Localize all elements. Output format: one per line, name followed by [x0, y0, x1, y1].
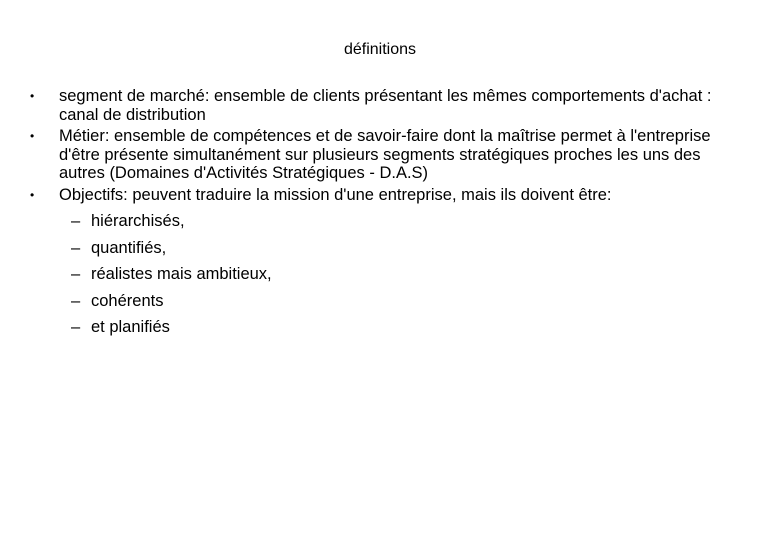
sub-item [59, 314, 730, 341]
sub-item-text: et planifiés [91, 318, 170, 336]
bullet-text: Métier: ensemble de compétences et de savoir-faire dont la maîtrise permet à l'entreprise d'être présente simultanément sur plusieurs segments stratégiques proches les uns des autres (Domaines d'Activités Stratégiques - D.A.S) [59, 127, 711, 182]
sub-item-text: hiérarchisés, [91, 212, 185, 230]
slide-title: définitions [343, 41, 417, 58]
bullet-segment-de-marche [30, 87, 730, 124]
dash-marker: – [71, 238, 81, 257]
sub-item [59, 261, 730, 288]
sub-item-text: cohérents [91, 291, 164, 310]
bullet-metier [30, 127, 730, 183]
sub-item [59, 288, 730, 315]
bullet-marker: • [30, 89, 35, 103]
sub-item [59, 235, 730, 262]
bullet-marker: • [30, 129, 35, 143]
definition-list [30, 87, 730, 344]
sub-item-text: quantifiés, [91, 238, 167, 257]
bullet-marker: • [30, 187, 35, 202]
sub-item-text: réalistes mais ambitieux, [91, 265, 272, 283]
objectifs-sub-list [59, 208, 730, 341]
dash-marker: – [71, 318, 81, 336]
dash-marker: – [71, 265, 81, 283]
dash-marker: – [71, 212, 81, 230]
bullet-objectifs [30, 186, 730, 341]
bullet-text: Objectifs: peuvent traduire la mission d'une entreprise, mais ils doivent être: [59, 185, 612, 204]
bullet-text: segment de marché: ensemble de clients présentant les mêmes comportements d'achat : canal de distribution [59, 87, 712, 124]
dash-marker: – [71, 291, 81, 310]
sub-item [59, 208, 730, 235]
